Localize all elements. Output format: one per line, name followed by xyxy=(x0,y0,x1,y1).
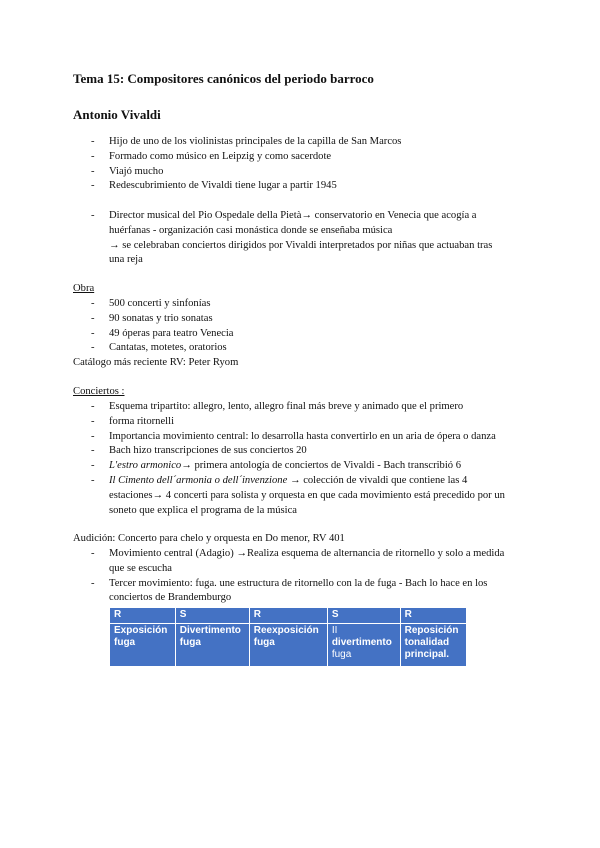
cell-line: principal. xyxy=(404,649,450,660)
cell-line: Exposición xyxy=(114,625,168,636)
cimento-description: → colección de vivaldi que contiene las 4 xyxy=(287,474,468,486)
director-line: → se celebraban conciertos dirigidos por Vivaldi interpretados por niñas que actuaban tras xyxy=(109,239,493,251)
list-item: - Viajó mucho xyxy=(0,165,600,180)
table-row xyxy=(110,624,467,667)
list-item: - 90 sonatas y trio sonatas xyxy=(0,312,600,327)
audicion-line: que se escucha xyxy=(109,562,172,574)
table-cell xyxy=(327,624,400,667)
table-cell xyxy=(249,624,327,667)
cell-line: fuga xyxy=(331,649,352,660)
cell-line: fuga xyxy=(114,637,136,648)
table-cell xyxy=(400,624,466,667)
list-item xyxy=(0,577,600,607)
section-title-vivaldi: Antonio Vivaldi xyxy=(73,107,161,122)
cell-line: Divertimento xyxy=(179,625,241,636)
list-item: - Redescubrimiento de Vivaldi tiene lugar a partir 1945 xyxy=(0,179,600,194)
audicion-heading: Audición: Concerto para chelo y orquesta en Do menor, RV 401 xyxy=(73,533,345,544)
director-line: huérfanas - organización casi monástica donde se enseñaba música xyxy=(109,224,393,236)
director-line: una reja xyxy=(109,254,143,266)
cell-line: divertimento xyxy=(331,637,392,648)
cell-line: fuga xyxy=(179,637,201,648)
cimento-line: estaciones→ 4 concerti para solista y orquesta en que cada movimiento está precedido por un xyxy=(109,489,505,501)
cell-line: Reposición xyxy=(404,625,459,636)
list-item: - Formado como músico en Leipzig y como sacerdote xyxy=(0,150,600,165)
cimento-title: Il Cimento dell´armonia o dell´invenzione xyxy=(109,474,288,486)
list-item: - 500 concerti y sinfonías xyxy=(0,297,600,312)
catalog-note: Catálogo más reciente RV: Peter Ryom xyxy=(73,357,239,368)
table-header-cell: R xyxy=(400,608,466,624)
director-line: Director musical del Pio Ospedale della Pietà→ conservatorio en Venecia que acogía a xyxy=(109,210,477,221)
list-item: - Esquema tripartito: allegro, lento, allegro final más breve y animado que el primero xyxy=(0,400,600,415)
audicion-line: conciertos de Brandemburgo xyxy=(109,592,232,604)
list-item-estro xyxy=(0,459,600,474)
list-item: - forma ritornelli xyxy=(0,415,600,430)
list-item: - Cantatas, motetes, oratorios xyxy=(0,341,600,356)
director-list xyxy=(0,209,600,268)
list-item: - 49 óperas para teatro Venecia xyxy=(0,327,600,342)
list-item-cimento xyxy=(0,474,600,518)
table-header-row xyxy=(110,608,467,624)
audicion-line: Tercer movimiento: fuga. une estructura de ritornello con la de fuga - Bach lo hace en los xyxy=(109,577,488,589)
obra-heading: Obra xyxy=(73,283,95,294)
list-item xyxy=(0,547,600,577)
table-header-cell: S xyxy=(175,608,249,624)
estro-description: → primera antología de conciertos de Vivaldi - Bach transcribió 6 xyxy=(181,460,462,472)
obra-list xyxy=(0,297,600,356)
audicion-list xyxy=(0,547,600,606)
table-header-cell: S xyxy=(327,608,400,624)
table-cell xyxy=(175,624,249,667)
cell-line: Reexposición xyxy=(253,625,319,636)
table-header-cell: R xyxy=(249,608,327,624)
table-header-cell: R xyxy=(110,608,176,624)
conciertos-heading: Conciertos : xyxy=(73,386,125,397)
audicion-line: Movimiento central (Adagio) →Realiza esquema de alternancia de ritornello y solo a medida xyxy=(109,548,505,559)
bio-list xyxy=(0,135,600,194)
page-title: Tema 15: Compositores canónicos del periodo barroco xyxy=(73,71,374,86)
cell-line: fuga xyxy=(253,637,275,648)
cimento-line: soneto que explica el programa de la música xyxy=(109,504,297,516)
cell-line: tonalidad xyxy=(404,637,450,648)
fugue-structure-table xyxy=(109,607,467,667)
list-item: - Bach hizo transcripciones de sus conciertos 20 xyxy=(0,444,600,459)
conciertos-list xyxy=(0,400,600,518)
cell-line: II xyxy=(331,625,338,636)
list-item: - Hijo de uno de los violinistas principales de la capilla de San Marcos xyxy=(0,135,600,150)
table-cell xyxy=(110,624,176,667)
estro-title: L'estro armonico xyxy=(109,460,182,472)
list-item-director xyxy=(0,209,600,268)
list-item: - Importancia movimiento central: lo desarrolla hasta convertirlo en un aria de ópera o danza xyxy=(0,430,600,445)
